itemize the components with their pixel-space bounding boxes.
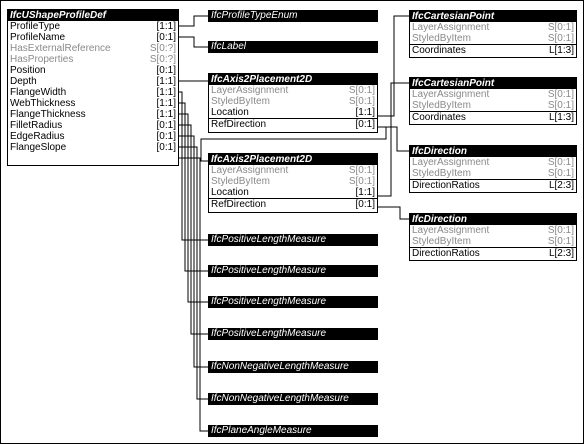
main-entity-box[interactable] bbox=[7, 9, 179, 166]
attr-name: StyledByItem bbox=[412, 33, 471, 44]
attr-row-profile-name[interactable] bbox=[8, 32, 178, 43]
attr-row-coordinates[interactable] bbox=[410, 44, 576, 56]
attr-row-styled-by-item[interactable] bbox=[410, 236, 576, 247]
attr-card: L[1:3] bbox=[548, 45, 574, 56]
attr-row-has-properties[interactable] bbox=[8, 54, 178, 65]
attr-row-direction-ratios[interactable] bbox=[410, 179, 576, 191]
attr-name: EdgeRadius bbox=[10, 131, 65, 142]
attr-row-layer-assignment[interactable] bbox=[410, 225, 576, 236]
attr-row-flange-slope[interactable] bbox=[8, 142, 178, 153]
type-label-profile-type-enum[interactable]: IfcProfileTypeEnum bbox=[208, 10, 378, 22]
attr-name: RefDirection bbox=[211, 119, 267, 130]
attr-row-layer-assignment[interactable] bbox=[410, 22, 576, 33]
axis-placement-box-2[interactable] bbox=[208, 153, 378, 213]
attr-name: FlangeWidth bbox=[10, 87, 67, 98]
attr-name: LayerAssignment bbox=[412, 89, 490, 100]
attr-card: S[0:1] bbox=[547, 33, 574, 44]
attr-row-coordinates[interactable] bbox=[410, 111, 576, 123]
attr-row-styled-by-item[interactable] bbox=[410, 33, 576, 44]
attr-card: [0:1] bbox=[355, 199, 375, 210]
attr-name: LayerAssignment bbox=[211, 85, 289, 96]
attr-card: S[0:1] bbox=[547, 168, 574, 179]
type-label-positive-length-measure-3[interactable]: IfcPositiveLengthMeasure bbox=[208, 296, 378, 308]
type-label-plane-angle-measure[interactable]: IfcPlaneAngleMeasure bbox=[208, 425, 378, 437]
connector-line bbox=[179, 37, 208, 47]
attr-card: [0:1] bbox=[156, 142, 176, 153]
attr-name: Location bbox=[211, 107, 249, 118]
attr-card: S[0:1] bbox=[547, 89, 574, 100]
connector-line bbox=[378, 16, 409, 116]
attr-row-flange-thickness[interactable] bbox=[8, 109, 178, 120]
attr-card: S[0:1] bbox=[348, 165, 375, 176]
attr-row-web-thickness[interactable] bbox=[8, 98, 178, 109]
type-label-label[interactable]: IfcLabel bbox=[208, 41, 378, 53]
type-label-positive-length-measure-4[interactable]: IfcPositiveLengthMeasure bbox=[208, 328, 378, 340]
attr-name: LayerAssignment bbox=[412, 22, 490, 33]
type-label-non-negative-length-measure-2[interactable]: IfcNonNegativeLengthMeasure bbox=[208, 393, 378, 405]
attr-card: [0:1] bbox=[156, 32, 176, 43]
cartesian-point-title: IfcCartesianPoint bbox=[410, 78, 576, 89]
attr-card: [1:1] bbox=[156, 98, 176, 109]
attr-name: Position bbox=[10, 65, 46, 76]
attr-card: L[2:3] bbox=[548, 248, 574, 259]
attr-row-layer-assignment[interactable] bbox=[410, 89, 576, 100]
cartesian-point-box-1[interactable] bbox=[409, 10, 577, 58]
attr-name: StyledByItem bbox=[412, 168, 471, 179]
attr-name: ProfileName bbox=[10, 32, 66, 43]
attr-row-position[interactable] bbox=[8, 65, 178, 76]
attr-card: [0:1] bbox=[156, 131, 176, 142]
attr-row-flange-width[interactable] bbox=[8, 87, 178, 98]
attr-name: RefDirection bbox=[211, 199, 267, 210]
attr-card: [0:1] bbox=[355, 119, 375, 130]
connector-line bbox=[378, 207, 409, 219]
attr-row-layer-assignment[interactable] bbox=[410, 157, 576, 168]
attr-name: Location bbox=[211, 187, 249, 198]
attr-card: S[0:1] bbox=[547, 225, 574, 236]
attr-name: LayerAssignment bbox=[211, 165, 289, 176]
attr-card: L[2:3] bbox=[548, 180, 574, 191]
attr-row-edge-radius[interactable] bbox=[8, 131, 178, 142]
connector-line bbox=[179, 136, 208, 367]
attr-row-layer-assignment[interactable] bbox=[209, 165, 377, 176]
connector-line bbox=[179, 16, 208, 26]
attr-row-ref-direction[interactable] bbox=[209, 118, 377, 130]
attr-card: S[0:1] bbox=[547, 157, 574, 168]
attr-name: HasExternalReference bbox=[10, 43, 111, 54]
attr-name: LayerAssignment bbox=[412, 157, 490, 168]
direction-title: IfcDirection bbox=[410, 146, 576, 157]
attr-name: StyledByItem bbox=[412, 100, 471, 111]
attr-name: StyledByItem bbox=[211, 176, 270, 187]
attr-row-ref-direction[interactable] bbox=[209, 198, 377, 210]
main-entity-title: IfcUShapeProfileDef bbox=[8, 10, 178, 21]
attr-card: S[0:1] bbox=[547, 236, 574, 247]
attr-card: S[0:1] bbox=[547, 22, 574, 33]
attr-name: WebThickness bbox=[10, 98, 76, 109]
attr-name: FilletRadius bbox=[10, 120, 63, 131]
direction-title: IfcDirection bbox=[410, 214, 576, 225]
cartesian-point-box-2[interactable] bbox=[409, 77, 577, 125]
attr-card: [1:1] bbox=[355, 187, 375, 198]
attr-name: LayerAssignment bbox=[412, 225, 490, 236]
attr-card: [1:1] bbox=[156, 109, 176, 120]
attr-row-layer-assignment[interactable] bbox=[209, 85, 377, 96]
attr-row-profile-type[interactable] bbox=[8, 21, 178, 32]
attr-name: DirectionRatios bbox=[412, 248, 480, 259]
attr-card: S[0:1] bbox=[348, 85, 375, 96]
attr-card: [1:1] bbox=[355, 107, 375, 118]
attr-card: S[0:1] bbox=[348, 176, 375, 187]
attr-name: ProfileType bbox=[10, 21, 61, 32]
attr-row-fillet-radius[interactable] bbox=[8, 120, 178, 131]
attr-name: Depth bbox=[10, 76, 37, 87]
attr-card: [0:1] bbox=[156, 65, 176, 76]
attr-card: S[0:?] bbox=[149, 54, 176, 65]
attr-name: StyledByItem bbox=[412, 236, 471, 247]
axis-placement-title: IfcAxis2Placement2D bbox=[209, 154, 377, 165]
axis-placement-box-1[interactable] bbox=[208, 73, 378, 133]
attr-card: [0:1] bbox=[156, 120, 176, 131]
attr-card: [1:1] bbox=[156, 76, 176, 87]
attr-card: S[0:1] bbox=[348, 96, 375, 107]
attr-row-styled-by-item[interactable] bbox=[410, 168, 576, 179]
attr-row-location[interactable] bbox=[209, 187, 377, 198]
axis-placement-title: IfcAxis2Placement2D bbox=[209, 74, 377, 85]
type-label-positive-length-measure-1[interactable]: IfcPositiveLengthMeasure bbox=[208, 234, 378, 246]
attr-card: [1:1] bbox=[156, 21, 176, 32]
direction-box-2[interactable] bbox=[409, 213, 577, 261]
cartesian-point-title: IfcCartesianPoint bbox=[410, 11, 576, 22]
direction-box-1[interactable] bbox=[409, 145, 577, 193]
attr-row-location[interactable] bbox=[209, 107, 377, 118]
attr-name: Coordinates bbox=[412, 112, 466, 123]
type-label-positive-length-measure-2[interactable]: IfcPositiveLengthMeasure bbox=[208, 265, 378, 277]
attr-card: L[1:3] bbox=[548, 112, 574, 123]
attr-row-direction-ratios[interactable] bbox=[410, 247, 576, 259]
attr-card: [1:1] bbox=[156, 87, 176, 98]
attr-row-styled-by-item[interactable] bbox=[410, 100, 576, 111]
attr-row-styled-by-item[interactable] bbox=[209, 96, 377, 107]
attr-row-has-external-reference[interactable] bbox=[8, 43, 178, 54]
attr-card: S[0:?] bbox=[149, 43, 176, 54]
attr-name: DirectionRatios bbox=[412, 180, 480, 191]
attr-row-depth[interactable] bbox=[8, 76, 178, 87]
type-label-non-negative-length-measure-1[interactable]: IfcNonNegativeLengthMeasure bbox=[208, 361, 378, 373]
attr-name: FlangeThickness bbox=[10, 109, 86, 120]
attr-name: Coordinates bbox=[412, 45, 466, 56]
attr-card: S[0:1] bbox=[547, 100, 574, 111]
attr-name: FlangeSlope bbox=[10, 142, 67, 153]
attr-name: StyledByItem bbox=[211, 96, 270, 107]
attr-name: HasProperties bbox=[10, 54, 74, 65]
attr-row-styled-by-item[interactable] bbox=[209, 176, 377, 187]
